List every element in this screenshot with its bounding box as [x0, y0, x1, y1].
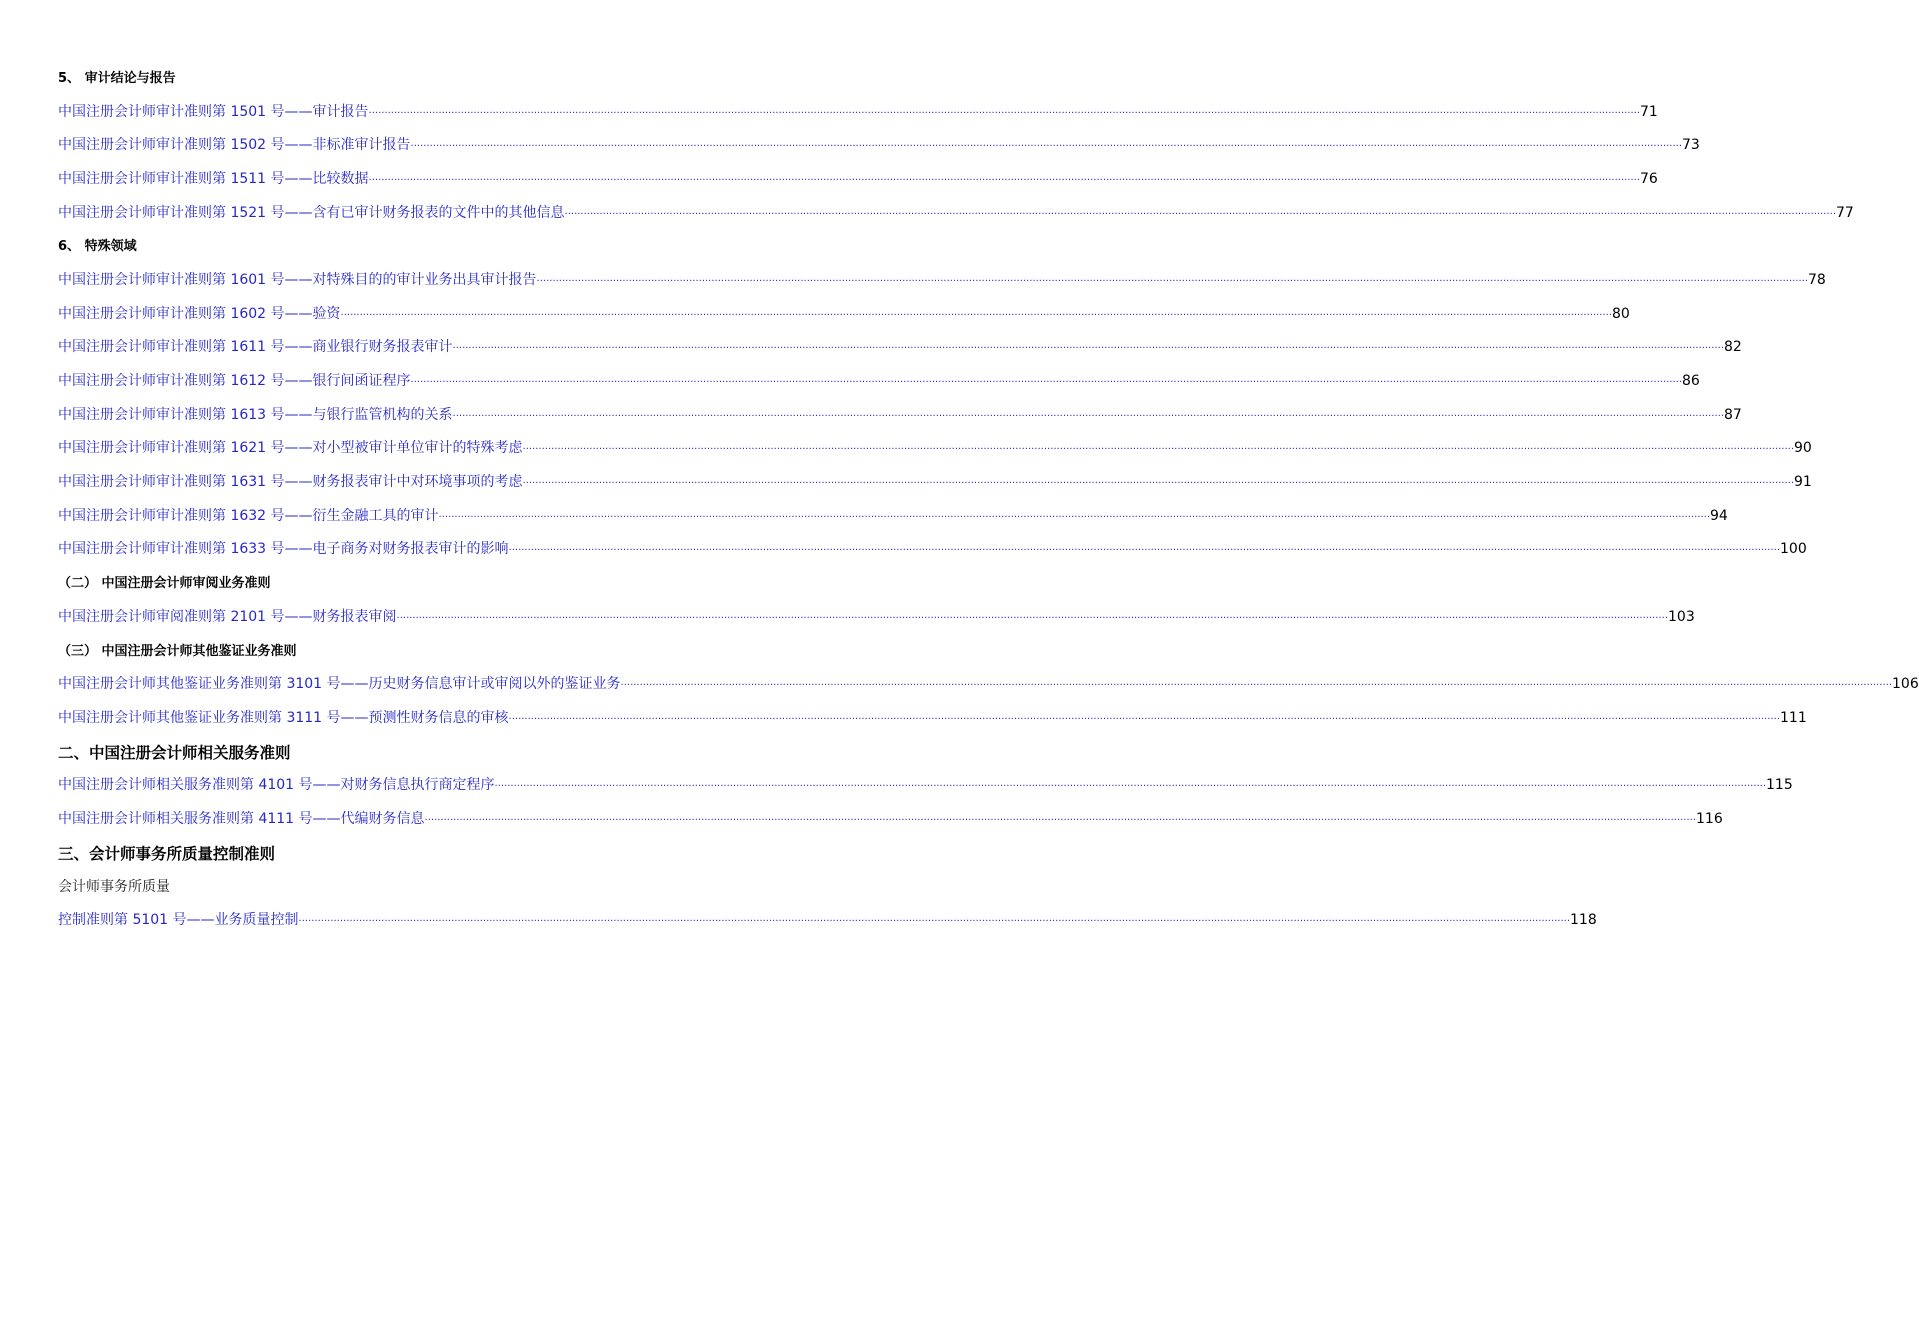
dot-leader: ················································································································································································································································································································································································································: [536, 275, 1809, 287]
toc-entry-link[interactable]: [58, 473, 1812, 493]
toc-entry-link[interactable]: [58, 810, 1723, 830]
dot-leader: ················································································································································································································································································································································································································: [396, 612, 1669, 624]
toc-heading-row: [58, 567, 828, 601]
toc-entry-row: [58, 466, 1812, 500]
toc-entry-link[interactable]: [58, 406, 1742, 426]
toc-entry-title: 中国注册会计师审计准则第 1611 号——商业银行财务报表审计: [58, 339, 453, 356]
toc-entry-row: [58, 534, 1807, 568]
toc-page-number: 90: [1794, 440, 1812, 457]
dot-leader: ················································································································································································································································································································································································································: [438, 511, 1711, 523]
section-heading: （二） 中国注册会计师审阅业务准则: [58, 576, 271, 592]
toc-entry-link[interactable]: [58, 439, 1812, 459]
toc-entry-row: [58, 332, 1742, 366]
toc-heading-row: [58, 62, 828, 96]
toc-entry-row: [58, 264, 1826, 298]
dot-leader: ················································································································································································································································································································································································································: [620, 680, 1893, 692]
chapter-heading: 三、会计师事务所质量控制准则: [58, 844, 276, 863]
dot-leader: ················································································································································································································································································································································································································: [298, 916, 1571, 928]
toc-entry-title: 中国注册会计师审计准则第 1621 号——对小型被审计单位审计的特殊考虑: [58, 440, 523, 457]
chapter-heading: 二、中国注册会计师相关服务准则: [58, 743, 291, 762]
toc-entry-link[interactable]: [58, 675, 1919, 695]
toc-entry-row: [58, 904, 1597, 938]
section-heading: 5、 审计结论与报告: [58, 70, 176, 86]
dot-leader: ················································································································································································································································································································································································································: [508, 713, 1781, 725]
toc-page-number: 76: [1640, 170, 1658, 187]
toc-entry-title: 中国注册会计师其他鉴证业务准则第 3111 号——预测性财务信息的审核: [58, 709, 509, 726]
toc-page-number: 111: [1780, 709, 1807, 726]
table-of-contents: [58, 62, 1919, 938]
toc-page-number: 103: [1668, 608, 1695, 625]
toc-entry-title: 中国注册会计师审计准则第 1501 号——审计报告: [58, 103, 369, 120]
toc-entry-title: 中国注册会计师审计准则第 1613 号——与银行监管机构的关系: [58, 406, 453, 423]
toc-entry-row: [58, 803, 1723, 837]
toc-page-number: 100: [1780, 541, 1807, 558]
toc-entry-title: 中国注册会计师相关服务准则第 4101 号——对财务信息执行商定程序: [58, 777, 495, 794]
dot-leader: ················································································································································································································································································································································································································: [452, 410, 1725, 422]
toc-entry-title: 中国注册会计师审计准则第 1633 号——电子商务对财务报表审计的影响: [58, 541, 509, 558]
toc-entry-link[interactable]: [58, 540, 1807, 560]
toc-page-number: 91: [1794, 474, 1812, 491]
dot-leader: ················································································································································································································································································································································································································: [508, 545, 1781, 557]
toc-entry-title: 控制准则第 5101 号——业务质量控制: [58, 912, 299, 929]
toc-entry-link[interactable]: [58, 608, 1695, 628]
toc-entry-title: 中国注册会计师审计准则第 1631 号——财务报表审计中对环境事项的考虑: [58, 474, 523, 491]
toc-heading-row: [58, 871, 828, 905]
toc-page-number: 87: [1724, 406, 1742, 423]
toc-entry-link[interactable]: [58, 204, 1854, 224]
toc-entry-row: [58, 163, 1658, 197]
toc-entry-link[interactable]: [58, 372, 1700, 392]
toc-entry-row: [58, 769, 1793, 803]
toc-entry-row: [58, 96, 1658, 130]
toc-heading-row: [58, 837, 828, 871]
toc-text-line: 会计师事务所质量: [58, 879, 170, 896]
dot-leader: ················································································································································································································································································································································································································: [368, 174, 1641, 186]
toc-entry-link[interactable]: [58, 911, 1597, 931]
toc-page-number: 116: [1696, 810, 1723, 827]
toc-page-number: 73: [1682, 137, 1700, 154]
dot-leader: ················································································································································································································································································································································································································: [522, 444, 1795, 456]
toc-entry-row: [58, 197, 1854, 231]
toc-page-number: 71: [1640, 103, 1658, 120]
toc-page-number: 86: [1682, 373, 1700, 390]
toc-entry-link[interactable]: [58, 103, 1658, 123]
dot-leader: ················································································································································································································································································································································································································: [410, 377, 1683, 389]
toc-entry-title: 中国注册会计师审计准则第 1601 号——对特殊目的的审计业务出具审计报告: [58, 271, 537, 288]
toc-entry-title: 中国注册会计师相关服务准则第 4111 号——代编财务信息: [58, 810, 425, 827]
dot-leader: ················································································································································································································································································································································································································: [340, 309, 1613, 321]
toc-heading-row: [58, 736, 828, 770]
toc-entry-title: 中国注册会计师审计准则第 1511 号——比较数据: [58, 170, 369, 187]
toc-page-number: 80: [1612, 305, 1630, 322]
dot-leader: ················································································································································································································································································································································································································: [368, 107, 1641, 119]
toc-page-number: 106: [1892, 676, 1919, 693]
dot-leader: ················································································································································································································································································································································································································: [522, 478, 1795, 490]
toc-page-number: 77: [1836, 204, 1854, 221]
toc-entry-title: 中国注册会计师其他鉴证业务准则第 3101 号——历史财务信息审计或审阅以外的鉴证业务: [58, 676, 621, 693]
toc-entry-row: [58, 298, 1630, 332]
toc-entry-title: 中国注册会计师审阅准则第 2101 号——财务报表审阅: [58, 608, 397, 625]
toc-page-number: 78: [1808, 271, 1826, 288]
dot-leader: ················································································································································································································································································································································································································: [494, 781, 1767, 793]
toc-entry-link[interactable]: [58, 305, 1630, 325]
toc-entry-link[interactable]: [58, 271, 1826, 291]
dot-leader: ················································································································································································································································································································································································································: [410, 141, 1683, 153]
toc-entry-link[interactable]: [58, 507, 1728, 527]
toc-entry-title: 中国注册会计师审计准则第 1602 号——验资: [58, 305, 341, 322]
toc-entry-title: 中国注册会计师审计准则第 1632 号——衍生金融工具的审计: [58, 507, 439, 524]
section-heading: （三） 中国注册会计师其他鉴证业务准则: [58, 643, 297, 659]
toc-heading-row: [58, 230, 828, 264]
toc-entry-title: 中国注册会计师审计准则第 1502 号——非标准审计报告: [58, 137, 411, 154]
toc-heading-row: [58, 635, 828, 669]
toc-entry-row: [58, 365, 1700, 399]
toc-entry-row: [58, 668, 1919, 702]
toc-entry-title: 中国注册会计师审计准则第 1612 号——银行间函证程序: [58, 373, 411, 390]
section-heading: 6、 特殊领域: [58, 239, 137, 255]
toc-entry-row: [58, 129, 1700, 163]
toc-page-number: 118: [1570, 912, 1597, 929]
toc-entry-row: [58, 601, 1695, 635]
dot-leader: ················································································································································································································································································································································································································: [564, 208, 1837, 220]
toc-entry-row: [58, 433, 1812, 467]
toc-entry-row: [58, 399, 1742, 433]
toc-entry-row: [58, 500, 1728, 534]
toc-entry-link[interactable]: [58, 170, 1658, 190]
dot-leader: ················································································································································································································································································································································································································: [424, 814, 1697, 826]
toc-page-number: 94: [1710, 507, 1728, 524]
toc-page-number: 115: [1766, 777, 1793, 794]
toc-entry-link[interactable]: [58, 338, 1742, 358]
toc-entry-row: [58, 702, 1807, 736]
toc-entry-link[interactable]: [58, 136, 1700, 156]
toc-entry-link[interactable]: [58, 709, 1807, 729]
toc-page-number: 82: [1724, 339, 1742, 356]
dot-leader: ················································································································································································································································································································································································································: [452, 343, 1725, 355]
toc-entry-title: 中国注册会计师审计准则第 1521 号——含有已审计财务报表的文件中的其他信息: [58, 204, 565, 221]
toc-entry-link[interactable]: [58, 776, 1793, 796]
